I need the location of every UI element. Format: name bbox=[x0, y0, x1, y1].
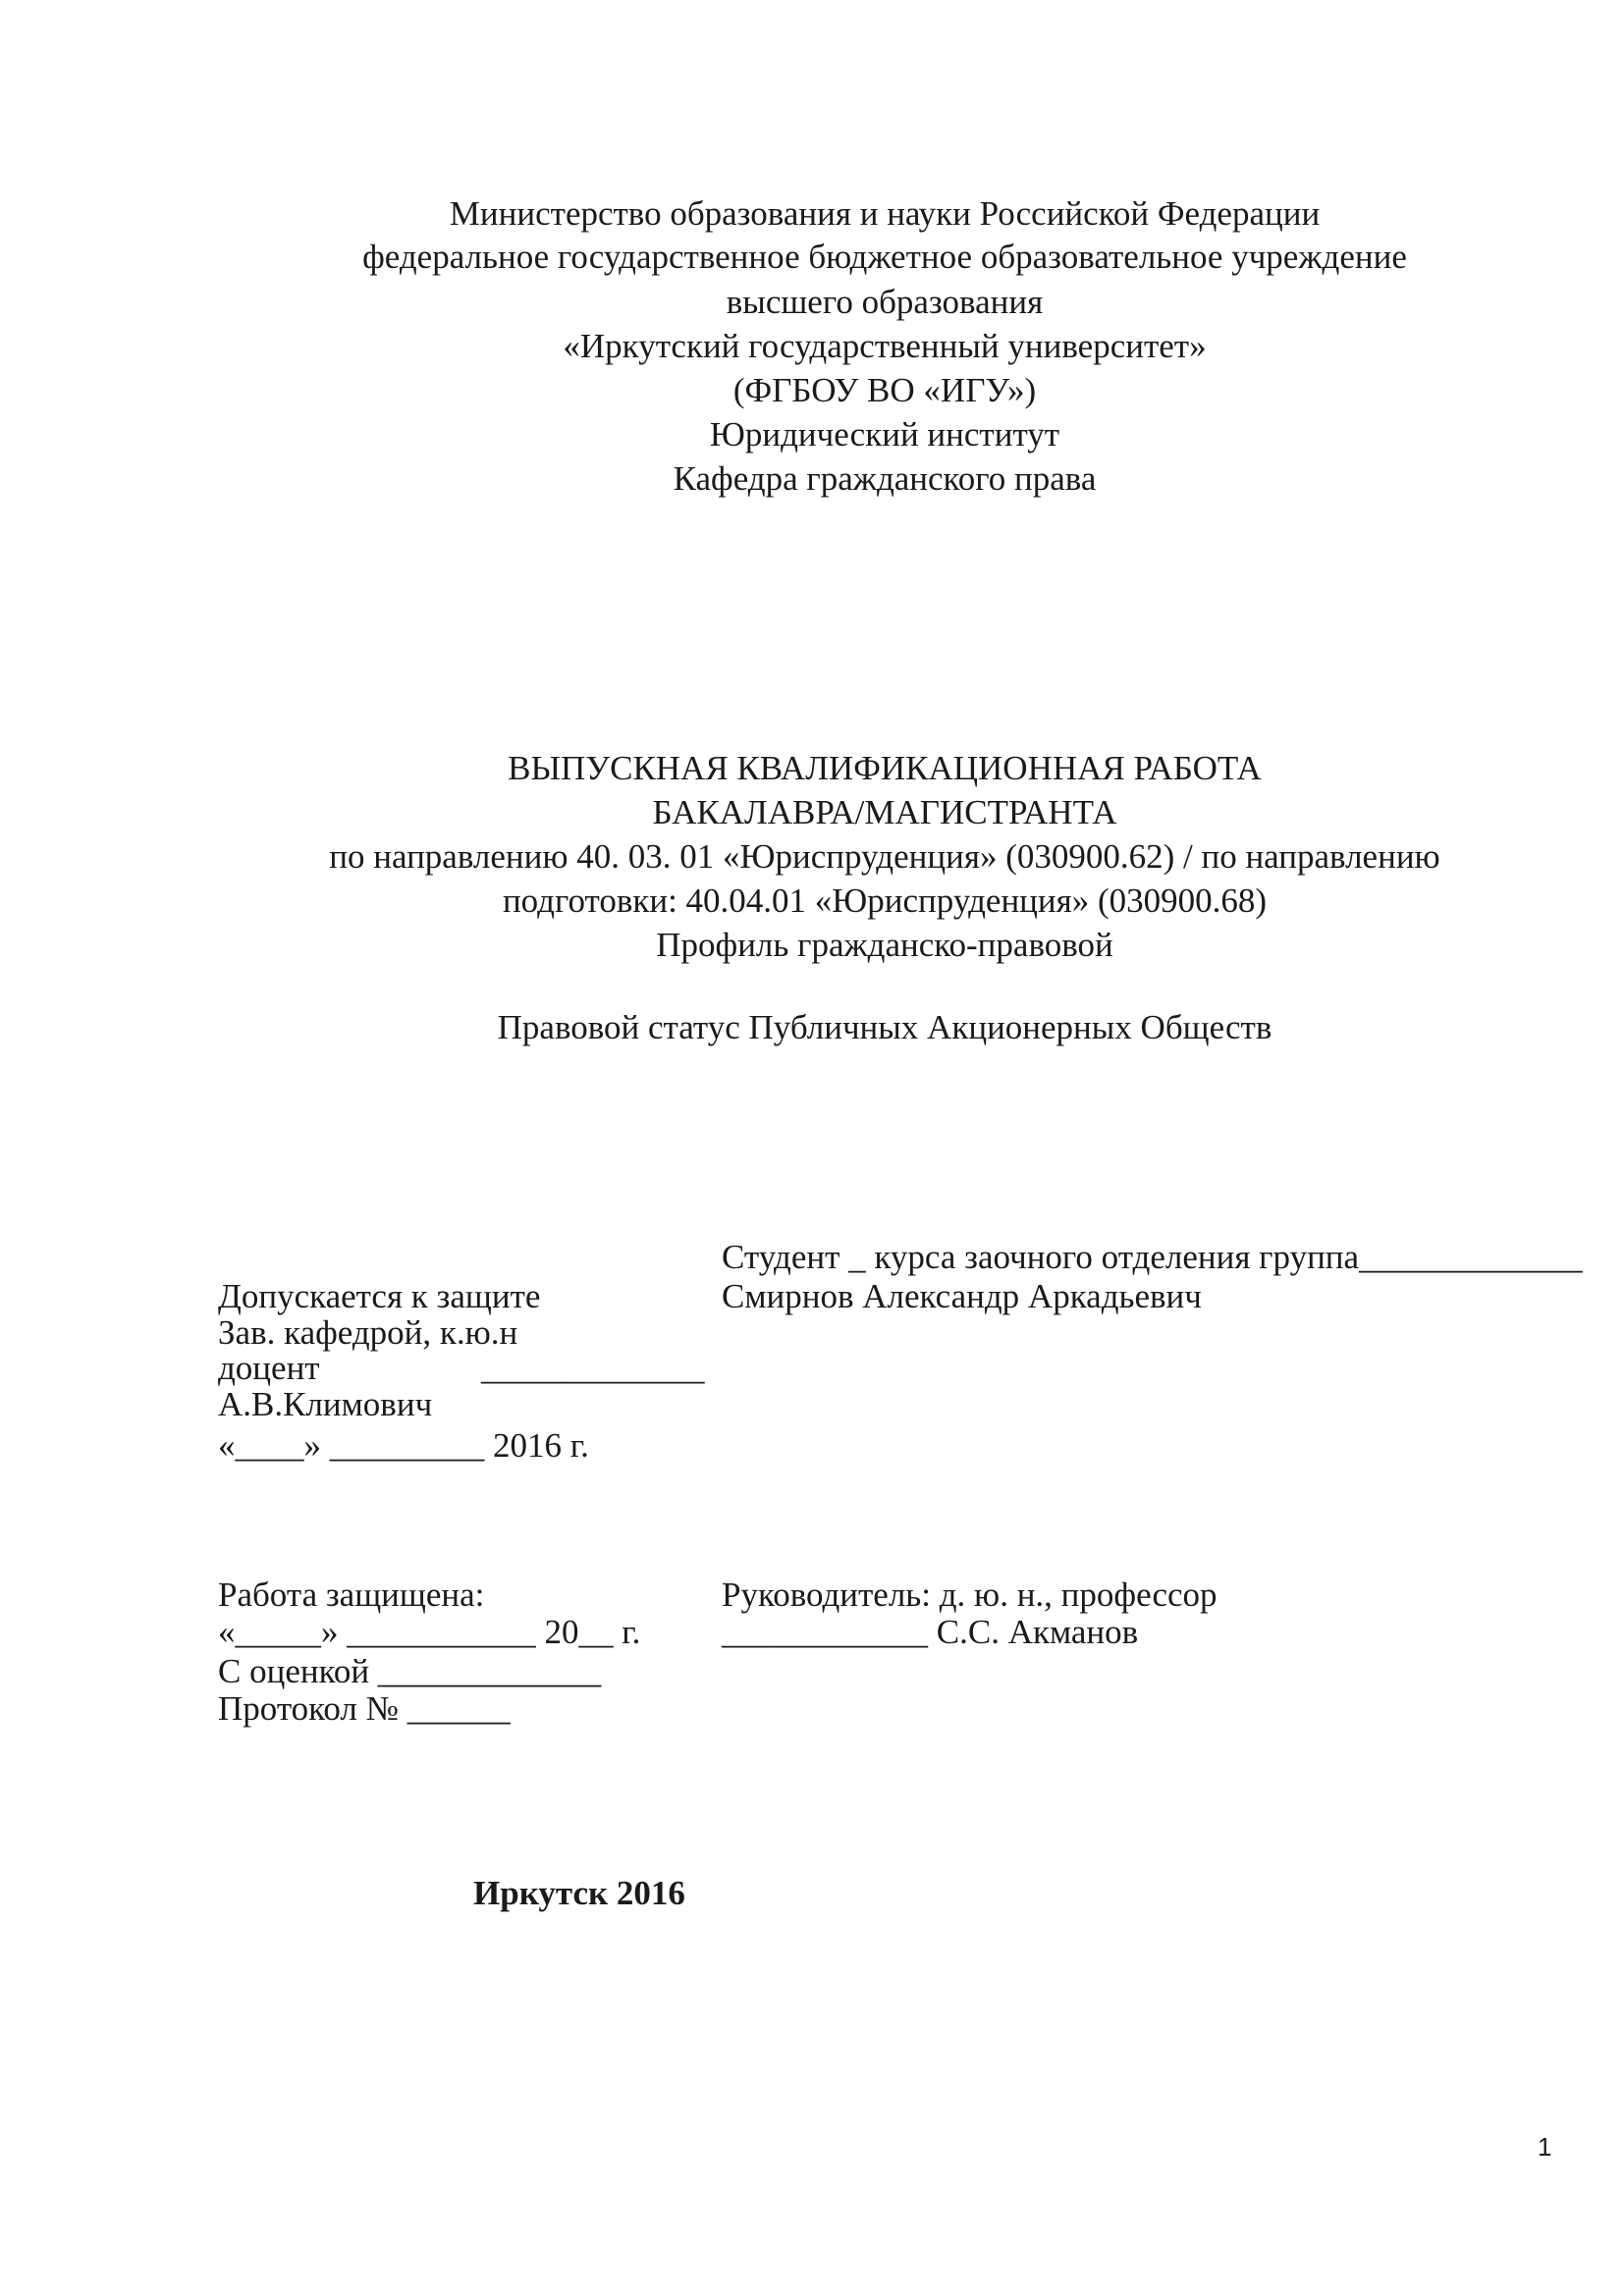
institution-type-line: федеральное государственное бюджетное образовательное учреждение bbox=[362, 238, 1407, 276]
defense-line-1: Работа защищена: bbox=[218, 1575, 485, 1614]
supervisor-line-1: Руководитель: д. ю. н., профессор bbox=[722, 1575, 1218, 1614]
supervisor-line-2: ____________ С.С. Акманов bbox=[722, 1613, 1139, 1651]
admission-line-4: А.В.Климович bbox=[218, 1385, 433, 1423]
admission-line-2: Зав. кафедрой, к.ю.н bbox=[218, 1313, 518, 1352]
defense-grade-line: С оценкой _____________ bbox=[218, 1652, 602, 1690]
admission-line-3-label: доцент bbox=[218, 1349, 320, 1387]
page-number: 1 bbox=[1538, 2132, 1552, 2162]
direction-line-1: по направлению 40. 03. 01 «Юриспруденция» (030900.62) / по направлению bbox=[329, 837, 1440, 876]
defense-date-line: «_____» ___________ 20__ г. bbox=[218, 1613, 641, 1651]
thesis-topic: Правовой статус Публичных Акционерных Обществ bbox=[497, 1008, 1272, 1046]
city-year: Иркутск 2016 bbox=[473, 1874, 685, 1912]
university-line: «Иркутский государственный университет» bbox=[563, 327, 1207, 365]
signature-blank: _____________ bbox=[481, 1349, 705, 1387]
education-level-line: высшего образования bbox=[726, 283, 1044, 321]
ministry-line: Министерство образования и науки Российской Федерации bbox=[449, 194, 1321, 233]
university-abbr-line: (ФГБОУ ВО «ИГУ») bbox=[732, 371, 1037, 409]
work-type-line-1: ВЫПУСКНАЯ КВАЛИФИКАЦИОННАЯ РАБОТА bbox=[508, 749, 1262, 787]
work-type-line-2: БАКАЛАВРА/МАГИСТРАНТА bbox=[652, 793, 1117, 831]
student-course-line: Студент _ курса заочного отделения группа_____________ bbox=[722, 1238, 1583, 1276]
student-name: Смирнов Александр Аркадьевич bbox=[722, 1277, 1202, 1315]
admission-line-1: Допускается к защите bbox=[218, 1277, 541, 1315]
defense-protocol-line: Протокол № ______ bbox=[218, 1689, 511, 1728]
profile-line: Профиль гражданско-правовой bbox=[656, 926, 1113, 964]
department-line: Кафедра гражданского права bbox=[673, 459, 1097, 498]
direction-line-2: подготовки: 40.04.01 «Юриспруденция» (030900.68) bbox=[502, 881, 1268, 920]
institute-line: Юридический институт bbox=[709, 415, 1060, 454]
admission-date-line: «____» _________ 2016 г. bbox=[218, 1426, 589, 1465]
